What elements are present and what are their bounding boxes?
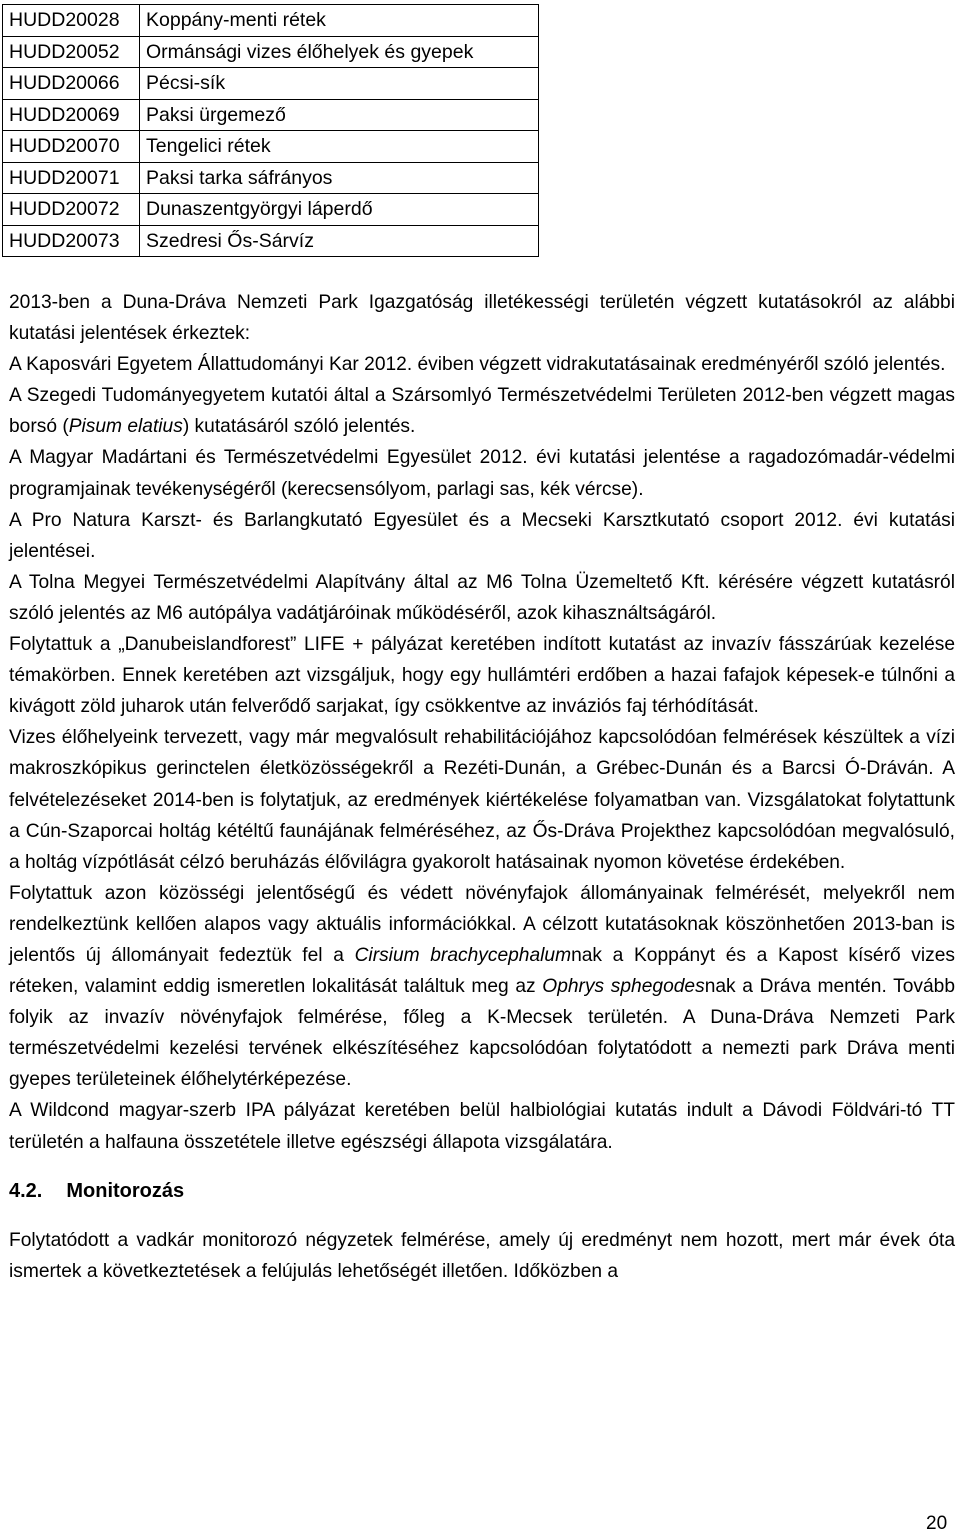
paragraph-kaposvar-report: A Kaposvári Egyetem Állattudományi Kar 2012. éviben végzett vidrakutatásainak eredményéről szóló jelentés.	[9, 354, 946, 376]
site-code: HUDD20066	[3, 68, 140, 100]
paragraph-szeged-report	[9, 380, 955, 442]
species-name: Cirsium brachycephalum	[354, 944, 572, 966]
site-code: HUDD20071	[3, 162, 140, 194]
paragraph-research-reports-intro: 2013-ben a Duna-Dráva Nemzeti Park Igazgatóság illetékességi területén végzett kutatásokról az alábbi kutatási jelentések érkeztek:	[9, 292, 955, 345]
table-row	[3, 131, 539, 163]
section-heading	[9, 1176, 955, 1207]
text: ) kutatásáról szóló jelentés.	[182, 416, 416, 438]
document-body	[9, 287, 955, 1287]
paragraph-tolna-report: A Tolna Megyei Természetvédelmi Alapítvány által az M6 Tolna Üzemeltető Kft. kérésére végzett kutatásról szóló jelentés az M6 autópálya vadátjáróinak működéséről, azok kihasználtságáról.	[9, 571, 955, 624]
spacer	[9, 1207, 955, 1225]
site-code: HUDD20052	[3, 36, 140, 68]
table-row	[3, 162, 539, 194]
section-title: Monitorozás	[66, 1179, 185, 1202]
paragraph-plant-surveys	[9, 878, 955, 1096]
page-number: 20	[926, 1513, 948, 1534]
text: A Szegedi Tudományegyetem kutatói által a Szársomlyó Természetvédelmi Területen 2012-ben végzett magas borsó (	[9, 385, 955, 438]
site-name: Szedresi Ős-Sárvíz	[140, 225, 539, 257]
site-name: Paksi ürgemező	[140, 99, 539, 131]
species-name: Ophrys sphegodes	[542, 976, 705, 998]
site-code: HUDD20069	[3, 99, 140, 131]
site-name: Ormánsági vizes élőhelyek és gyepek	[140, 36, 539, 68]
species-name: Pisum elatius	[68, 416, 183, 438]
paragraph-mme-report: A Magyar Madártani és Természetvédelmi Egyesület 2012. évi kutatási jelentése a ragadozómadár-védelmi programjainak tevékenységéről (kerecsensólyom, parlagi sas, kék vércse).	[9, 447, 955, 500]
paragraph-pro-natura-report: A Pro Natura Karszt- és Barlangkutató Egyesület és a Mecseki Karsztkutató csoport 2012. évi kutatási jelentései.	[9, 509, 955, 562]
site-code: HUDD20070	[3, 131, 140, 163]
site-name: Koppány-menti rétek	[140, 5, 539, 37]
text: nak a Koppányt és a Kapost kísérő vizes réteken, valamint eddig ismeretlen lokalitását találtuk meg az	[9, 944, 956, 998]
site-name: Paksi tarka sáfrányos	[140, 162, 539, 194]
table-row	[3, 36, 539, 68]
section-number: 4.2.	[9, 1179, 43, 1202]
site-code: HUDD20072	[3, 194, 140, 226]
site-code: HUDD20073	[3, 225, 140, 257]
table-row	[3, 225, 539, 257]
site-name: Tengelici rétek	[140, 131, 539, 163]
table-row	[3, 5, 539, 37]
site-code: HUDD20028	[3, 5, 140, 37]
protected-sites-table	[2, 4, 539, 257]
spacer	[9, 1158, 955, 1176]
table-row	[3, 99, 539, 131]
paragraph-monitoring: Folytatódott a vadkár monitorozó négyzetek felmérése, amely új eredményt nem hozott, mert már évek óta ismertek a következtetések a felújulás lehetőségét illetően. Időközben a	[9, 1229, 955, 1282]
paragraph-wildcond-project: A Wildcond magyar-szerb IPA pályázat keretében belül halbiológiai kutatás indult a Dávodi Földvári-tó TT területén a halfauna összetétele illetve egészségi állapota vizsgálatára.	[9, 1100, 955, 1153]
table-row	[3, 68, 539, 100]
table-row	[3, 194, 539, 226]
text: nak a Dráva mentén. Tovább folyik az invazív növényfajok felmérése, főleg a K-Mecsek területén. A Duna-Dráva Nemzeti Park természetvédelmi kezelési tervének elkészítéséhez kapcsolódóan folytatódott a nemezti park Dráva menti gyepes területeinek élőhelytérképezése.	[9, 976, 956, 1091]
text: Folytattuk azon közösségi jelentőségű és védett növényfajok állományainak felmérését, melyekről nem rendelkeztünk kellően alapos vagy aktuális információkkal. A célzott kutatásoknak köszönhetően 2013-ban is jelentős új állományait fedeztük fel a	[9, 882, 955, 966]
paragraph-life-project: Folytattuk a „Danubeislandforest” LIFE + pályázat keretében indított kutatást az invazív fásszárúak kezelése témakörben. Ennek keretében azt vizsgáljuk, hogy egy hullámtéri erdőben a hazai fafajok képesek-e túlnőni a kivágott zöld juharok után felverődő sarjakat, így csökkentve az inváziós faj térhódítását.	[9, 634, 955, 718]
paragraph-wetland-surveys: Vizes élőhelyeink tervezett, vagy már megvalósult rehabilitációjához kapcsolódóan felmérések készültek a vízi makroszkópikus gerinctelen életközösségekről a Rezéti-Dunán, a Grébec-Dunán és a Barcsi Ó-Dráván. A felvételezéseket 2014-ben is folytatjuk, az eredmények kiértékelése folyamatban van. Vizsgálatokat folytattunk a Cún-Szaporcai holtág kétéltű faunájának felméréséhez, az Ős-Dráva Projekthez kapcsolódóan megvalósuló, a holtág vízpótlását célzó beruházás élővilágra gyakorolt hatásainak nyomon követése érdekében.	[9, 727, 955, 873]
site-name: Dunaszentgyörgyi láperdő	[140, 194, 539, 226]
site-name: Pécsi-sík	[140, 68, 539, 100]
